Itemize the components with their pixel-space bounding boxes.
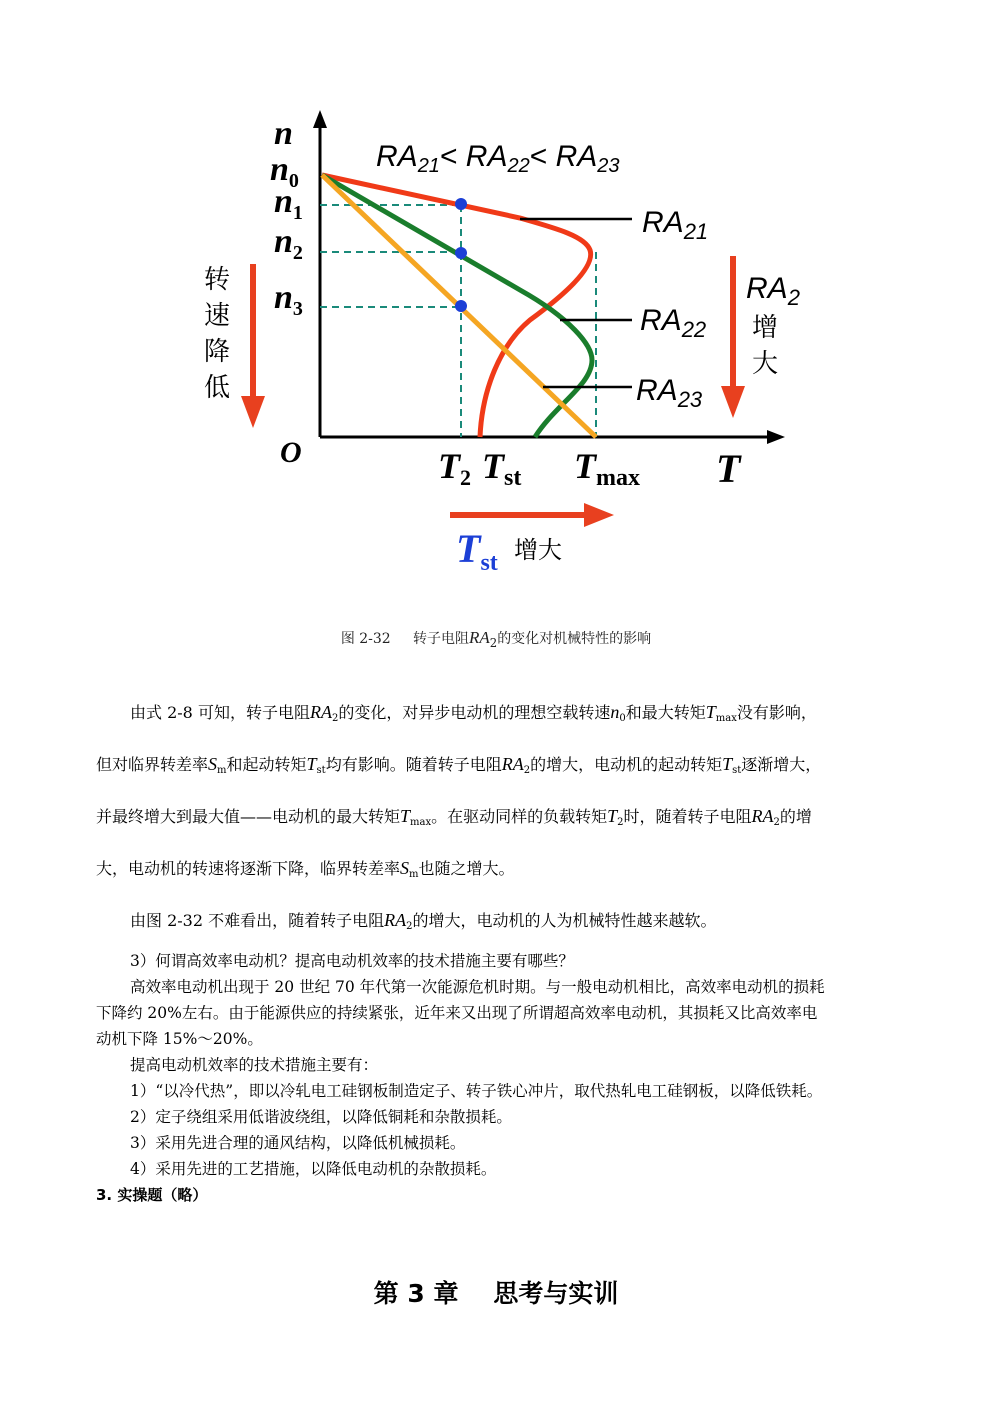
chapter-heading: [0, 1274, 992, 1310]
tick-n0: $n_0$: [270, 151, 299, 192]
y-axis-arrowhead: [313, 110, 327, 128]
measures-intro: 提高电动机效率的技术措施主要有：: [130, 1056, 379, 1074]
mechanical-characteristics-figure: [0, 0, 992, 620]
paragraph-1-line-3: 并最终增大到最大值——电动机的最大转矩$T_{max}$。在驱动同样的负载转矩$T_2$时，随着转子电阻$RA_2$的增: [96, 806, 812, 828]
measure-3: 3）采用先进合理的通风结构，以降低机械损耗。: [130, 1134, 466, 1152]
question-3: 3）何谓高效率电动机？提高电动机效率的技术措施主要有哪些？: [130, 952, 574, 970]
bottom-arrow-head: [584, 503, 614, 527]
origin-label: O: [280, 436, 302, 469]
caption-number: 图 2-32: [340, 631, 391, 647]
label-ra21: $RA_{21}$: [642, 206, 709, 244]
left-arrow-text-4: 低: [204, 373, 231, 403]
tick-n3: $n_3$: [274, 279, 303, 320]
point-n1: [455, 198, 467, 210]
tick-n2: $n_2$: [274, 223, 303, 264]
answer-3-line-3: 动机下降 15%～20%。: [96, 1030, 263, 1048]
paragraph-1-line-4: 大，电动机的转速将逐渐下降，临界转差率$S_m$也随之增大。: [96, 858, 515, 880]
chapter-title: 思考与实训: [493, 1279, 619, 1308]
caption-text: 转子电阻: [412, 631, 469, 647]
paragraph-1-line-2: 但对临界转差率$S_m$和起动转矩$T_{st}$均有影响。随着转子电阻$RA_2$的增大，电动机的起动转矩$T_{st}$逐渐增大，: [96, 754, 822, 776]
right-arrow-ra2: $RA_2$: [746, 272, 800, 310]
right-arrow-text-2: 大: [752, 349, 779, 379]
right-arrow-text-1: 增: [752, 313, 779, 343]
point-n3: [455, 300, 467, 312]
tick-tmax: Tmax: [574, 446, 640, 491]
tick-tst: Tst: [482, 446, 522, 491]
x-axis-label: T: [716, 446, 741, 491]
caption-var: RA: [468, 628, 490, 647]
tick-t2: T2: [438, 446, 471, 490]
measure-4: 4）采用先进的工艺措施，以降低电动机的杂散损耗。: [130, 1160, 497, 1178]
tick-n1: $n_1$: [274, 183, 303, 224]
chapter-number: 第 3 章: [373, 1279, 459, 1308]
figure-caption: 图 2-32 转子电阻$RA_2$的变化对机械特性的影响: [340, 628, 652, 650]
left-arrow-text-2: 速: [204, 301, 231, 331]
paragraph-1-line-1: 由式 2-8 可知，转子电阻$RA_2$的变化，对异步电动机的理想空载转速$n_0$和最大转矩$T_{max}$没有影响，: [130, 702, 817, 724]
paragraph-2: 由图 2-32 不难看出，随着转子电阻$RA_2$的增大，电动机的人为机械特性越来越软。: [130, 910, 717, 932]
measure-2: 2）定子绕组采用低谐波绕组，以降低铜耗和杂散损耗。: [130, 1108, 512, 1126]
dashed-guides: [320, 205, 596, 437]
answer-3-line-2: 下降约 20%左右。由于能源供应的持续紧张，近年来又出现了所谓超高效率电动机，其损耗又比高效率电: [96, 1004, 818, 1022]
left-arrow-text-3: 降: [204, 337, 231, 367]
section-3-heading: 3. 实操题（略）: [96, 1186, 208, 1204]
label-ra23: $RA_{23}$: [636, 374, 703, 412]
answer-3-line-1: 高效率电动机出现于 20 世纪 70 年代第一次能源危机时期。与一般电动机相比，高效率电动机的损耗: [130, 978, 825, 996]
title-formula: $RA_{21}< RA_{22}< RA_{23}$: [376, 140, 620, 177]
x-axis-arrowhead: [767, 430, 785, 444]
left-arrow-head: [241, 396, 265, 428]
bottom-arrow-tst: $T_{st}$: [456, 526, 498, 576]
measure-1: 1）“以冷代热”，即以冷轧电工硅钢板制造定子、转子铁心冲片，取代热轧电工硅钢板，以降低铁耗。: [130, 1082, 823, 1100]
left-arrow-text-1: 转: [204, 265, 231, 295]
point-n2: [455, 247, 467, 259]
y-axis-label: n: [274, 115, 293, 152]
right-arrow-head: [721, 386, 745, 418]
bottom-arrow-text: 增大: [514, 536, 562, 564]
label-ra22: $RA_{22}$: [640, 304, 707, 342]
